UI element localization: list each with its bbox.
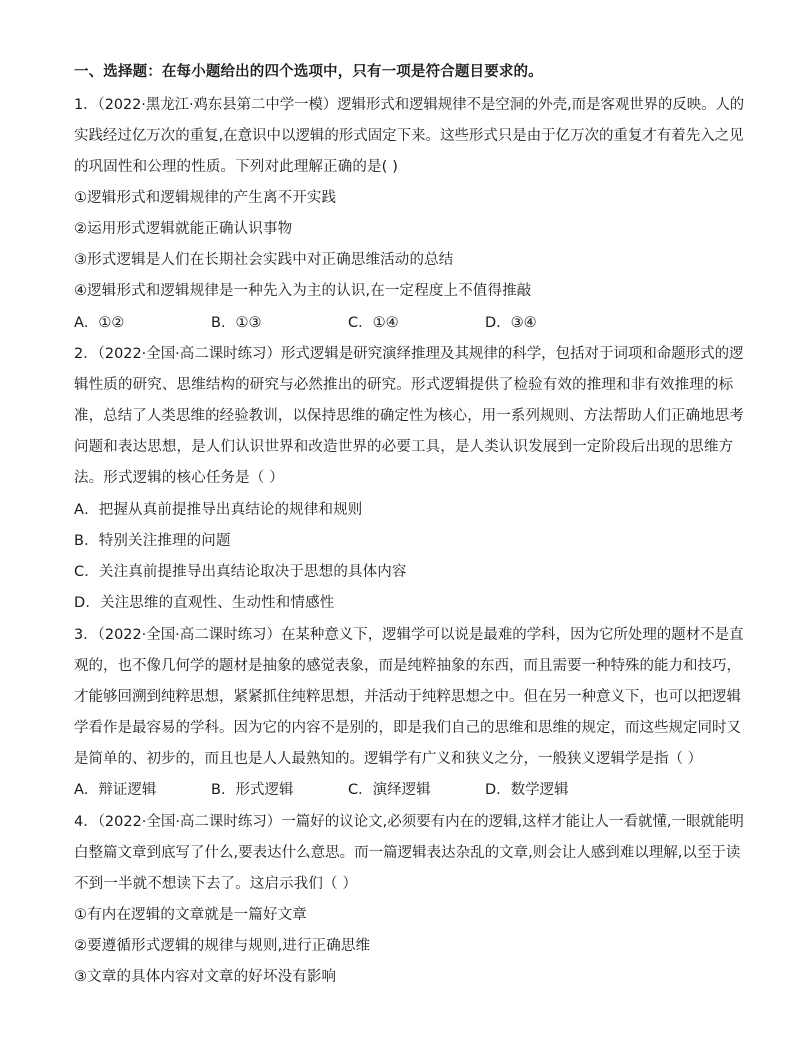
q3-option-a[interactable]: A．辩证逻辑 [74, 782, 157, 798]
q3-option-d[interactable]: D．数学逻辑 [485, 782, 569, 798]
q4-stem-line-3: 不到一半就不想读下去了。这启示我们（ ） [74, 876, 358, 892]
q4-stem-line-1: 4．（2022·全国·高二课时练习）一篇好的议论文,必须要有内在的逻辑,这样才能让人一看就懂,一眼就能明 [74, 814, 744, 830]
q1-stem-line-2: 实践经过亿万次的重复,在意识中以逻辑的形式固定下来。这些形式只是由于亿万次的重复才有着先入之见 [74, 128, 744, 144]
q3-stem-line-4: 学看作是最容易的学科。因为它的内容不是别的，即是我们自己的思维和思维的规定，而这些规定同时又 [74, 720, 741, 736]
q3-stem-line-1: 3．（2022·全国·高二课时练习）在某种意义下，逻辑学可以说是最难的学科，因为它所处理的题材不是直 [74, 627, 744, 643]
q4-stem-line-2: 白整篇文章到底写了什么,要表达什么意思。而一篇逻辑表达杂乱的文章,则会让人感到难以理解,以至于读 [74, 845, 741, 861]
q1-option-b[interactable]: B．①③ [211, 315, 262, 331]
q1-stem-line-3: 的巩固性和公理的性质。下列对此理解正确的是( ) [74, 159, 399, 175]
q2-option-b[interactable]: B．特别关注推理的问题 [74, 533, 231, 549]
q2-stem-line-3: 准，总结了人类思维的经验教训，以保持思维的确定性为核心，用一系列规则、方法帮助人们正确地思考 [74, 408, 744, 424]
q2-option-d[interactable]: D．关注思维的直观性、生动性和情感性 [74, 595, 335, 611]
q1-statement-2: ②运用形式逻辑就能正确认识事物 [74, 221, 293, 237]
q2-stem-line-2: 辑性质的研究、思维结构的研究与必然推出的研究。形式逻辑提供了检验有效的推理和非有效推理的标 [74, 377, 734, 393]
q3-option-b[interactable]: B．形式逻辑 [211, 782, 294, 798]
section-heading: 一、选择题：在每小题给出的四个选项中，只有一项是符合题目要求的。 [74, 64, 543, 80]
q3-stem-line-2: 观的，也不像几何学的题材是抽象的感觉表象，而是纯粹抽象的东西，而且需要一种特殊的能力和技巧， [74, 658, 741, 674]
q2-option-c[interactable]: C．关注真前提推导出真结论取决于思想的具体内容 [74, 564, 407, 580]
q1-statement-4: ④逻辑形式和逻辑规律是一种先入为主的认识,在一定程度上不值得推敲 [74, 283, 532, 299]
q3-stem-line-3: 才能够回溯到纯粹思想，紧紧抓住纯粹思想，并活动于纯粹思想之中。但在另一种意义下，也可以把逻辑 [74, 689, 741, 705]
q1-option-c[interactable]: C．①④ [348, 315, 399, 331]
q1-stem-line-1: 1．（2022·黑龙江·鸡东县第二中学一模）逻辑形式和逻辑规律不是空洞的外壳,而是客观世界的反映。人的 [74, 97, 745, 113]
q1-option-a[interactable]: A．①② [74, 315, 125, 331]
q2-stem-line-1: 2．（2022·全国·高二课时练习）形式逻辑是研究演绎推理及其规律的科学，包括对于词项和命题形式的逻 [74, 346, 744, 362]
q4-statement-2: ②要遵循形式逻辑的规律与规则,进行正确思维 [74, 938, 371, 954]
q1-statement-3: ③形式逻辑是人们在长期社会实践中对正确思维活动的总结 [74, 252, 454, 268]
q3-option-c[interactable]: C．演绎逻辑 [348, 782, 431, 798]
q2-option-a[interactable]: A．把握从真前提推导出真结论的规律和规则 [74, 502, 363, 518]
q1-statement-1: ①逻辑形式和逻辑规律的产生离不开实践 [74, 190, 337, 206]
q2-stem-line-5: 法。形式逻辑的核心任务是（ ） [74, 470, 284, 486]
q2-stem-line-4: 问题和表达思想，是人们认识世界和改造世界的必要工具，是人类认识发展到一定阶段后出现的思维方 [74, 439, 734, 455]
q4-statement-1: ①有内在逻辑的文章就是一篇好文章 [74, 907, 307, 923]
q1-option-d[interactable]: D．③④ [485, 315, 537, 331]
q3-stem-line-5: 是简单的、初步的，而且也是人人最熟知的。逻辑学有广义和狭义之分，一般狭义逻辑学是指（ ） [74, 751, 703, 767]
q4-statement-3: ③文章的具体内容对文章的好坏没有影响 [74, 969, 337, 985]
